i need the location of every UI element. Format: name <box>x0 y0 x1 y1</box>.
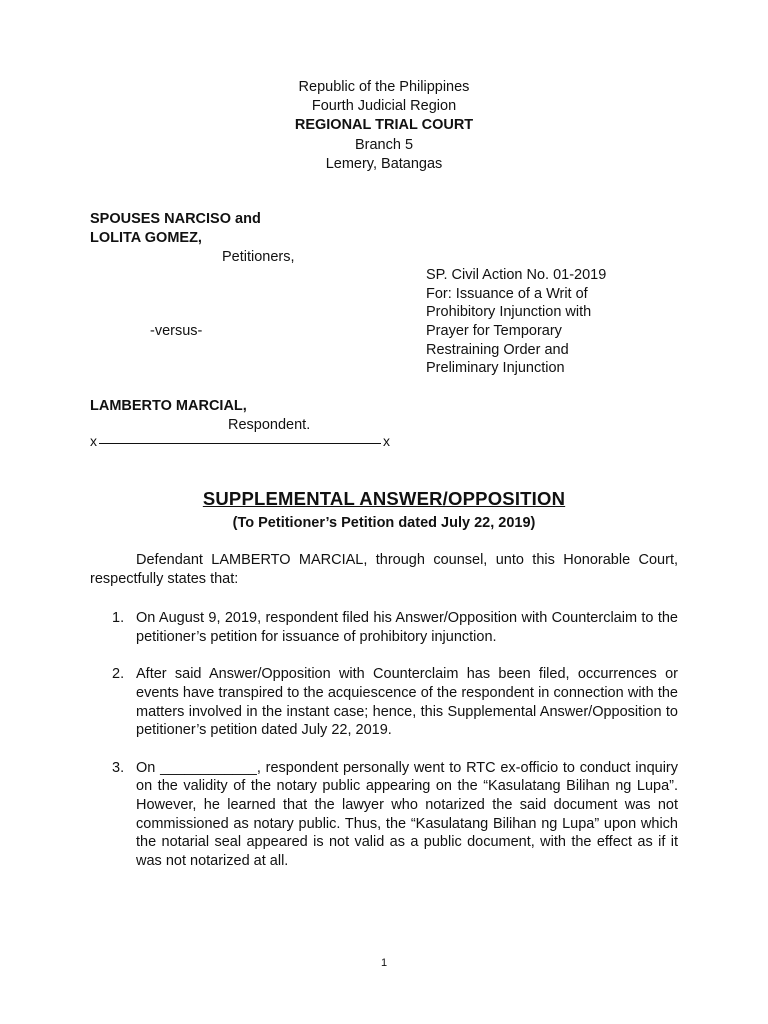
case-nature-line2: Prohibitory Injunction with <box>426 304 592 321</box>
petitioner-name-line1: SPOUSES NARCISO and <box>90 211 261 227</box>
case-number: SP. Civil Action No. 01-2019 <box>426 267 607 283</box>
rule-end-marker: x <box>383 433 390 449</box>
allegations-list <box>90 609 678 890</box>
list-item <box>90 665 678 740</box>
case-nature-line3: Prayer for Temporary <box>426 323 562 340</box>
case-nature-line5: Preliminary Injunction <box>426 360 565 377</box>
court-header <box>0 78 768 174</box>
court-region: Fourth Judicial Region <box>311 98 457 115</box>
court-country: Republic of the Philippines <box>298 79 470 95</box>
document-subtitle: (To Petitioner’s Petition dated July 22, 2019) <box>232 515 536 531</box>
respondent-role: Respondent. <box>228 417 311 433</box>
petitioner-name-line2: LOLITA GOMEZ, <box>90 230 202 246</box>
item-number: 2. <box>112 666 125 683</box>
rule-line <box>99 443 381 444</box>
list-item <box>90 609 678 646</box>
page-number: 1 <box>380 957 388 969</box>
intro-paragraph: Defendant LAMBERTO MARCIAL, through counsel, unto this Honorable Court, respectfully states that: <box>90 552 678 587</box>
petitioner-role: Petitioners, <box>222 249 295 265</box>
item-number: 3. <box>112 759 125 776</box>
case-nature-line4: Restraining Order and <box>426 341 569 358</box>
case-nature-line1: For: Issuance of a Writ of <box>426 285 588 302</box>
list-item <box>90 759 678 871</box>
item-number: 1. <box>112 610 125 626</box>
court-branch: Branch 5 <box>354 136 414 153</box>
item-text: On ____________, respondent personally went to RTC ex-officio to conduct inquiry on the validity of the notary public appearing on the “Kasulatang Bilihan ng Lupa”. However, he learned that the lawyer who notarized the said document was not commissioned as notary public. Thus, the “Kasulatang Bilihan ng Lupa” upon which the notarial seal appeared is not valid as a public document, with the effect as if it was not notarized at all. <box>136 759 678 870</box>
item-text: On August 9, 2019, respondent filed his Answer/Opposition with Counterclaim to the petitioner’s petition for issuance of prohibitory injunction. <box>136 610 678 645</box>
case-info <box>426 266 606 378</box>
court-name: REGIONAL TRIAL COURT <box>294 117 474 134</box>
caption-separator-rule <box>90 432 390 450</box>
respondent-name: LAMBERTO MARCIAL, <box>90 398 247 414</box>
rule-start-marker: x <box>90 433 97 449</box>
item-text: After said Answer/Opposition with Counterclaim has been filed, occurrences or events have transpired to the acquiescence of the respondent in connection with the matters involved in the instant case; hence, this Supplemental Answer/Opposition to petitioner’s petition dated July 22, 2019. <box>136 666 678 739</box>
document-title: SUPPLEMENTAL ANSWER/OPPOSITION <box>202 488 566 509</box>
court-location: Lemery, Batangas <box>325 155 443 172</box>
versus-label: -versus- <box>150 323 203 339</box>
